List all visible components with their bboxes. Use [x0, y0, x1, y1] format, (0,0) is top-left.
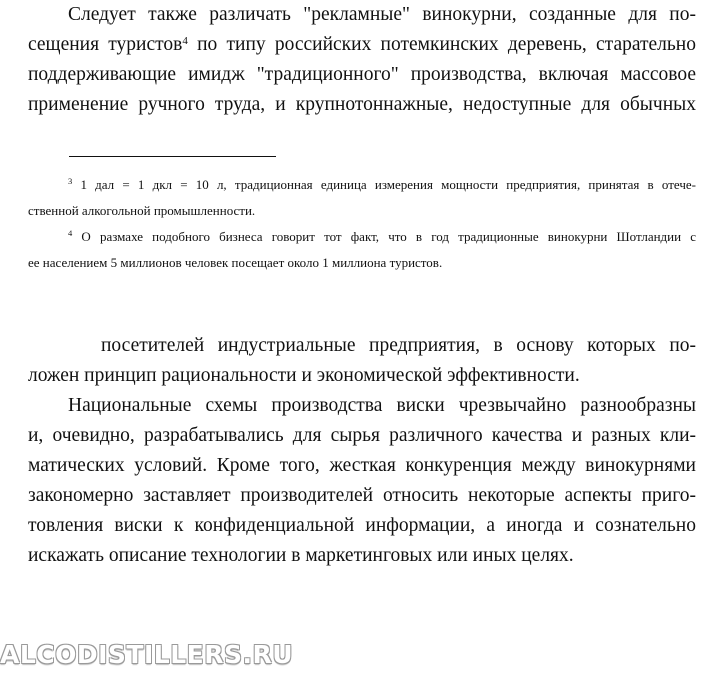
text-line: искажать описание технологии в маркетинговых или иных целях. — [28, 545, 574, 566]
text-line: ложен принцип рациональности и экономической эффективности. — [28, 365, 580, 386]
text-fragment: по типу российских потемкинских деревень, старательно — [187, 34, 696, 55]
footnotes — [28, 172, 696, 276]
text-line: посетителей индустриальные предприятия, в основу которых по- — [101, 335, 696, 356]
footnote-separator — [69, 156, 276, 157]
text-line: закономерно заставляет производителей относить некоторые аспекты приго- — [28, 485, 696, 506]
text-line: Следует также различать "рекламные" винокурни, созданные для по- — [68, 4, 696, 25]
text-line: товления виски к конфиденциальной информации, а иногда и сознательно — [28, 515, 696, 536]
top-paragraph — [28, 0, 696, 120]
text-line: и, очевидно, разрабатывались для сырья различного качества и разных кли- — [28, 425, 696, 446]
footnote-3 — [28, 172, 696, 198]
footnote-text: 1 дал = 1 дкл = 10 л, традиционная единица измерения мощности предприятия, принятая в отече- — [72, 177, 696, 192]
text-line: Национальные схемы производства виски чрезвычайно разнообразны — [68, 395, 696, 416]
text-line: применение ручного труда, и крупнотоннажные, недоступные для обычных — [28, 94, 696, 115]
text-line — [28, 30, 696, 60]
main-paragraph — [28, 331, 696, 571]
footnote-reference[interactable]: 4 — [182, 35, 188, 47]
footnote-text: ее населением 5 миллионов человек посещает около 1 миллиона туристов. — [28, 255, 443, 270]
text-line: поддерживающие имидж "традиционного" производства, включая массовое — [28, 64, 696, 85]
footnote-text: ственной алкогольной промышленности. — [28, 203, 256, 218]
text-fragment: сещения туристов — [28, 34, 183, 55]
site-watermark: ALCODISTILLERS.RU — [0, 640, 294, 669]
footnote-4 — [28, 224, 696, 250]
text-line: матических условий. Кроме того, жесткая конкуренция между винокурнями — [28, 455, 696, 476]
footnote-marker: 3 — [68, 176, 73, 186]
footnote-text: О размахе подобного бизнеса говорит тот факт, что в год традиционные винокурни Шотландии с — [72, 229, 696, 244]
footnote-marker: 4 — [68, 228, 73, 238]
